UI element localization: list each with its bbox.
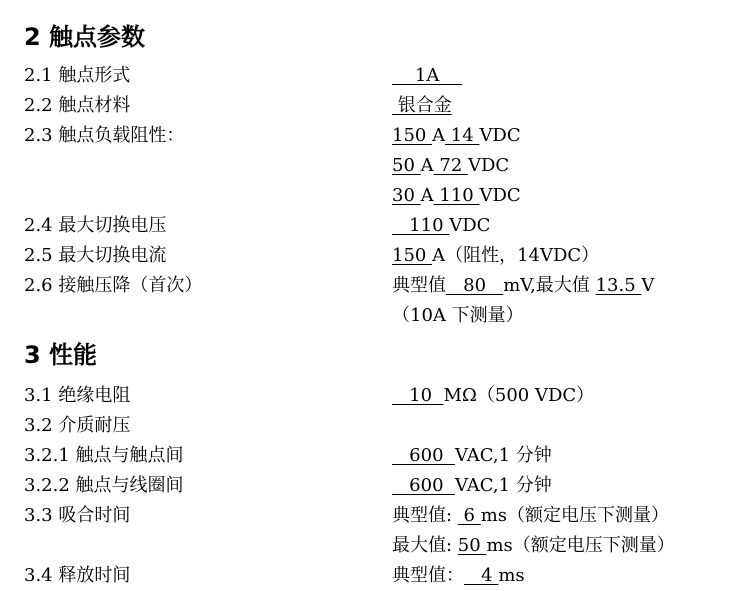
value-text: VDC [449,215,491,236]
spec-row [0,471,750,501]
value-text: VDC [468,155,510,176]
spec-value [392,501,669,531]
value-blank-filled: 72 [433,155,468,176]
value-blank-filled: 150 [392,245,433,266]
spec-row [0,241,750,271]
spec-row [0,561,750,591]
spec-label: 2.4 最大切换电压 [24,215,167,236]
value-text: ms（额定电压下测量） [480,505,670,526]
value-text: 典型值： [392,565,464,586]
spec-row [0,271,750,301]
spec-label: 3.2.1 触点与触点间 [24,445,184,466]
spec-label: 2.1 触点形式 [24,65,131,86]
value-blank-filled: 30 [392,185,421,206]
spec-value [392,61,462,91]
spec-label: 2.2 触点材料 [24,95,131,116]
value-text: A [420,185,434,206]
value-text: A [432,125,446,146]
spec-row [0,61,750,91]
spec-row [0,121,750,151]
value-blank-filled: 13.5 [595,275,642,296]
value-text: VAC,1 分钟 [454,475,552,496]
value-text: VDC [479,125,521,146]
value-blank-filled: 110 [433,185,480,206]
value-blank-filled: 银合金 [392,95,452,116]
value-text: VDC [479,185,521,206]
spec-value [392,121,521,151]
value-blank-filled: 1A [392,65,463,86]
spec-value [392,241,599,271]
spec-value [392,151,509,181]
value-blank-filled: 150 [392,125,433,146]
value-blank-filled: 600 [392,445,455,466]
spec-row [0,531,750,561]
value-blank-filled: 110 [392,215,450,236]
value-blank-filled: 50 [457,535,487,556]
value-blank-filled: 4 [464,565,499,586]
spec-value [392,381,594,411]
value-text: mV,最大值 [503,275,596,296]
value-text: ms（额定电压下测量） [486,535,675,556]
spec-label: 2.3 触点负载阻性： [24,125,185,146]
value-blank-filled: 50 [392,155,421,176]
spec-value [392,91,452,121]
spec-label: 3.1 绝缘电阻 [24,385,131,406]
spec-label: 3.2 介质耐压 [24,415,131,436]
section-heading-performance: 3 性能 [24,341,98,369]
spec-row [0,181,750,211]
value-text: MΩ（500 VDC） [443,385,595,406]
value-text: A（阻性，14VDC） [432,245,600,266]
value-text: 典型值: [392,505,458,526]
spec-row [0,91,750,121]
value-text: （10A 下测量） [392,305,524,326]
spec-label: 2.5 最大切换电流 [24,245,167,266]
spec-row [0,211,750,241]
value-text: VAC,1 分钟 [454,445,552,466]
spec-value [392,441,552,471]
spec-label: 3.4 释放时间 [24,565,131,586]
spec-row [0,501,750,531]
value-blank-filled: 10 [392,385,444,406]
value-blank-filled: 600 [392,475,455,496]
spec-label: 3.2.2 触点与线圈间 [24,475,184,496]
spec-row [0,301,750,331]
spec-value [392,471,552,501]
spec-value [392,561,525,591]
value-blank-filled: 80 [446,275,504,296]
spec-row [0,411,750,441]
value-text: 典型值 [392,275,446,296]
section-heading-contact-params: 2 触点参数 [24,23,146,51]
value-text: A [420,155,434,176]
value-blank-filled: 14 [445,125,480,146]
spec-value [392,301,524,331]
spec-label: 3.3 吸合时间 [24,505,131,526]
value-text: V [641,275,655,296]
spec-row [0,381,750,411]
spec-value [392,211,490,241]
spec-value [392,181,521,211]
spec-row [0,441,750,471]
value-blank-filled: 6 [457,505,481,526]
spec-row [0,151,750,181]
value-text: ms [498,565,525,586]
spec-label: 2.6 接触压降（首次） [24,275,203,296]
spec-value [392,271,654,301]
value-text: 最大值: [392,535,458,556]
spec-value [392,531,675,561]
